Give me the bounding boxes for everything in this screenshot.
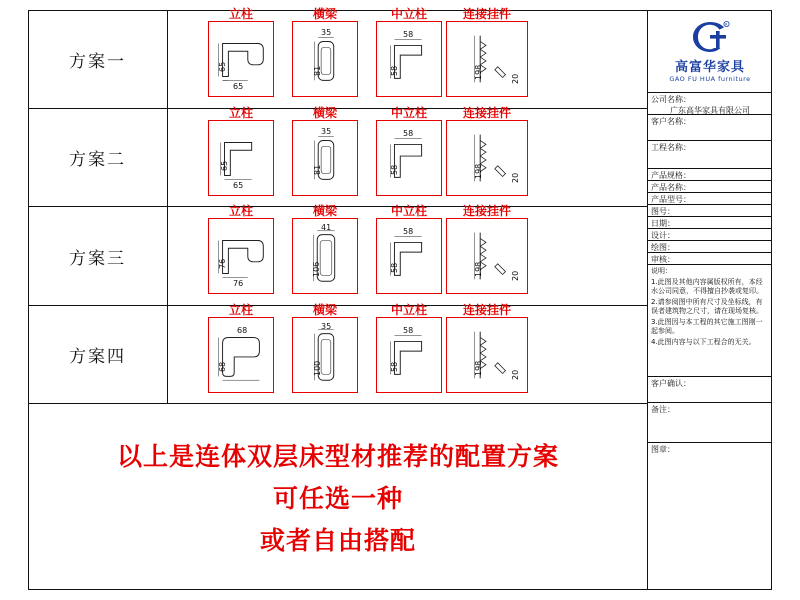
table-row	[28, 302, 648, 404]
field-label: 设计：	[651, 231, 675, 240]
dimension: 58	[390, 262, 399, 273]
profile-box-mid-post	[376, 204, 442, 294]
scheme-label: 方案一	[69, 51, 126, 72]
field-label: 图号：	[651, 207, 675, 216]
profile-title: 中立柱	[390, 105, 428, 120]
svg-text:R: R	[725, 22, 728, 27]
profile-title: 连接挂件	[462, 105, 512, 120]
profile-box-bracket	[446, 105, 528, 196]
gfh-monogram-icon	[690, 20, 730, 54]
field-remark	[648, 403, 772, 443]
dimension: 58	[390, 361, 399, 372]
dimension: 65	[233, 82, 244, 91]
dimension: 65	[233, 180, 244, 190]
profile-group	[168, 302, 648, 403]
notice-line-1: 以上是连体双层床型材推荐的配置方案	[116, 442, 559, 471]
scheme-label: 方案四	[69, 347, 126, 367]
note-line: 2.请参阅图中所有尺寸及坐标线，有误者建筑物之尺寸，请在现场复核。	[651, 297, 763, 315]
field-label: 审核：	[651, 255, 675, 264]
dimension: 81	[313, 65, 322, 76]
dimension: 58	[403, 128, 414, 138]
dimension: 65	[220, 160, 229, 171]
notes-block	[648, 265, 772, 377]
dimension: 35	[321, 321, 332, 331]
profile-group	[168, 105, 648, 206]
scheme-label-cell	[28, 10, 168, 108]
profile-box-beam	[292, 7, 358, 97]
profile-box-beam	[292, 204, 358, 294]
field-label: 备注：	[651, 405, 675, 414]
company-logo-cn: 高富华家具	[674, 59, 745, 75]
dimension: 198	[474, 360, 483, 376]
field-product-spec	[648, 169, 772, 181]
profile-title: 中立柱	[390, 7, 428, 21]
dimension: 81	[313, 164, 322, 175]
field-label: 工程名称：	[651, 143, 691, 152]
field-label: 日期：	[651, 219, 675, 228]
dimension: 20	[511, 172, 520, 183]
notes-title: 说明：	[651, 267, 672, 275]
dimension: 65	[218, 61, 227, 72]
field-label: 产品规格：	[651, 171, 691, 180]
dimension: 68	[218, 361, 227, 372]
field-seal	[648, 443, 772, 545]
profile-title: 立柱	[228, 105, 254, 120]
dimension: 76	[233, 279, 244, 288]
note-line: 4.此图内容与以下工程合的无关。	[651, 337, 756, 346]
table-row	[28, 204, 648, 306]
dimension: 198	[474, 163, 483, 179]
bracket-profile-icon	[447, 121, 527, 195]
field-design	[648, 229, 772, 241]
profile-title: 连接挂件	[462, 7, 512, 21]
profile-box-beam	[292, 105, 358, 196]
field-label: 图章：	[651, 445, 675, 454]
dimension: 20	[511, 369, 520, 380]
scheme-table	[28, 7, 648, 590]
field-date	[648, 217, 772, 229]
profile-group	[168, 7, 648, 108]
notice-row	[28, 404, 648, 590]
profile-box-bracket	[446, 7, 528, 97]
profile-title: 连接挂件	[462, 302, 512, 317]
profile-box-beam	[292, 302, 358, 393]
notice-line-2: 可任选一种	[272, 484, 403, 513]
scheme-label-cell	[28, 306, 168, 403]
profile-title: 中立柱	[390, 204, 428, 218]
field-company-name	[648, 93, 772, 115]
field-value: 广东高华家具有限公司	[670, 106, 750, 115]
scheme-label-cell	[28, 109, 168, 206]
dimension: 58	[390, 65, 399, 76]
dimension: 58	[403, 30, 414, 39]
profile-box-bracket	[446, 204, 528, 294]
profile-box-mid-post	[376, 7, 442, 97]
bracket-profile-icon	[447, 318, 527, 392]
scheme-label: 方案三	[69, 248, 126, 269]
profile-box-post	[208, 105, 274, 196]
field-label: 绘图：	[651, 243, 675, 252]
field-draw	[648, 241, 772, 253]
notice-line-3: 或者自由搭配	[259, 526, 416, 555]
bracket-profile-icon	[447, 219, 527, 293]
profile-box-mid-post	[376, 105, 442, 196]
profile-title: 连接挂件	[462, 204, 512, 218]
dimension: 58	[390, 164, 399, 175]
note-line: 3.此图因与本工程的其它施工图刚一起参阅。	[651, 317, 763, 335]
profile-title: 横梁	[312, 7, 338, 21]
profile-box-post	[208, 204, 274, 294]
profile-title: 立柱	[228, 302, 254, 317]
dimension: 41	[321, 223, 332, 232]
field-product-model	[648, 193, 772, 205]
profile-title: 横梁	[312, 105, 338, 120]
profile-title: 横梁	[312, 302, 338, 317]
dimension: 58	[403, 227, 414, 236]
scheme-label-cell	[28, 207, 168, 305]
field-label: 客户确认：	[651, 379, 691, 388]
dimension: 76	[218, 258, 227, 269]
dimension: 106	[312, 261, 321, 277]
profile-box-post	[208, 7, 274, 97]
field-drawing-no	[648, 205, 772, 217]
dimension: 58	[403, 325, 414, 335]
field-product-name	[648, 181, 772, 193]
field-customer-confirm	[648, 377, 772, 403]
company-logo-en: GAO FU HUA furniture	[669, 74, 751, 83]
dimension: 100	[313, 360, 322, 376]
bracket-profile-icon	[447, 22, 527, 96]
field-label: 客户名称：	[651, 117, 691, 126]
field-project-name	[648, 141, 772, 169]
dimension: 20	[511, 73, 520, 84]
dimension: 198	[474, 261, 483, 277]
profile-group	[168, 204, 648, 305]
table-row	[28, 7, 648, 109]
dimension: 35	[321, 28, 332, 37]
dimension: 35	[321, 126, 332, 136]
profile-box-post	[208, 302, 274, 393]
title-block	[648, 10, 772, 590]
profile-title: 立柱	[228, 7, 254, 21]
table-row	[28, 105, 648, 207]
dimension: 198	[474, 64, 483, 80]
field-customer-name	[648, 115, 772, 141]
field-label: 产品名称：	[651, 183, 691, 192]
notice-block	[28, 404, 648, 590]
note-line: 1.此图及其他内容属版权所有，本经水公司同意，不得擅自抄袭或复印。	[651, 277, 763, 295]
scheme-label: 方案二	[69, 150, 126, 170]
company-logo	[648, 10, 772, 93]
profile-title: 横梁	[312, 204, 338, 218]
dimension: 20	[511, 270, 520, 281]
profile-title: 立柱	[228, 204, 254, 218]
field-check	[648, 253, 772, 265]
field-label: 公司名称：	[651, 95, 691, 104]
profile-title: 中立柱	[390, 302, 428, 317]
profile-box-mid-post	[376, 302, 442, 393]
profile-box-bracket	[446, 302, 528, 393]
dimension: 68	[237, 325, 248, 335]
field-label: 产品型号：	[651, 195, 691, 204]
